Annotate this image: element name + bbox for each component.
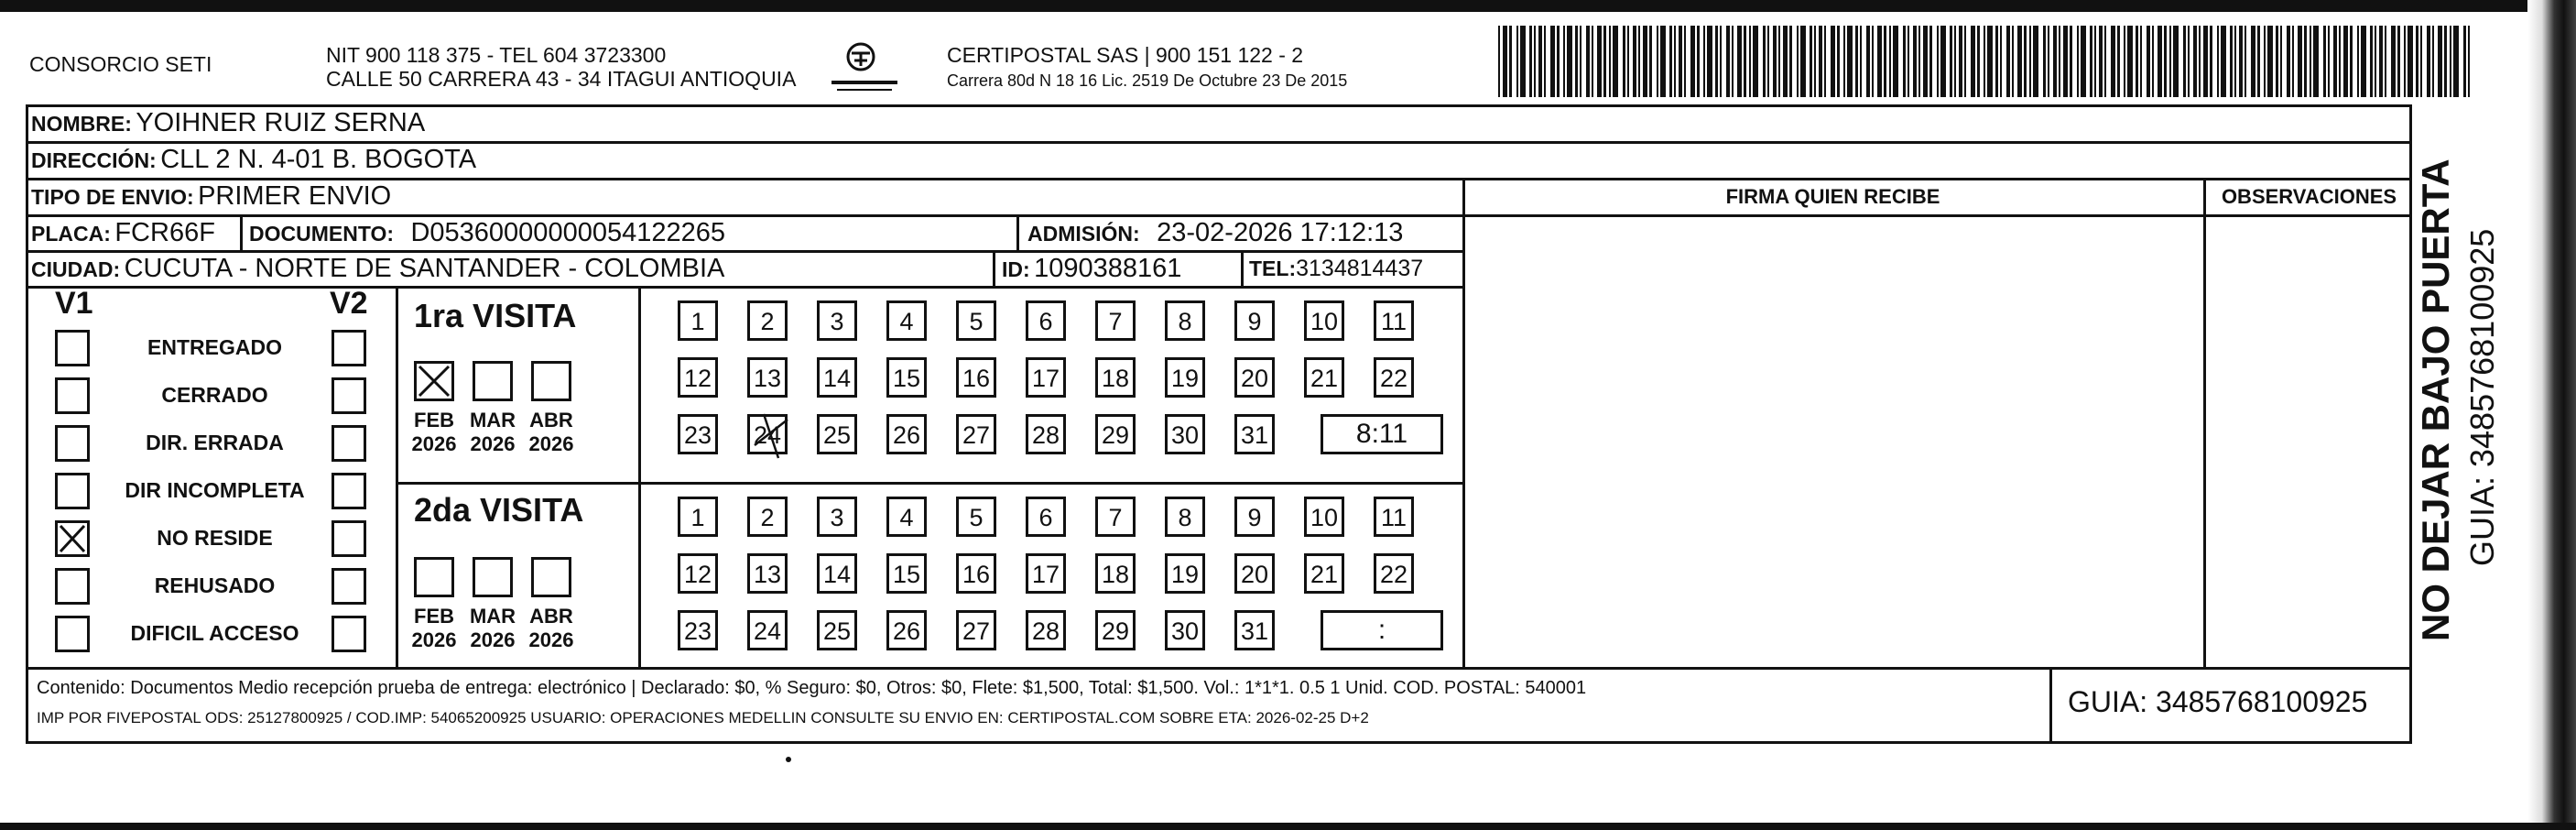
month-checkbox[interactable] <box>414 557 454 597</box>
tipo-label: TIPO DE ENVIO: <box>31 185 194 209</box>
day-box[interactable]: 24 <box>747 610 788 650</box>
month-checkbox[interactable] <box>531 557 571 597</box>
footer-divider-guia <box>2049 667 2052 744</box>
day-box[interactable]: 6 <box>1026 300 1066 341</box>
day-box[interactable]: 30 <box>1165 414 1205 454</box>
documento-value: D05360000000054122265 <box>410 218 725 247</box>
day-box[interactable]: 14 <box>817 553 857 594</box>
cell-divider <box>1016 214 1019 250</box>
day-box[interactable]: 17 <box>1026 357 1066 398</box>
day-box[interactable]: 23 <box>678 414 718 454</box>
visit1-title: 1ra VISITA <box>414 297 577 334</box>
day-box[interactable]: 23 <box>678 610 718 650</box>
month-name: ABR <box>529 605 573 628</box>
certipostal-logo <box>824 40 903 97</box>
side-guia: GUIA: 3485768100925 <box>2463 228 2501 566</box>
day-box[interactable]: 25 <box>817 610 857 650</box>
admision-cell <box>1027 216 1403 254</box>
day-box[interactable]: 31 <box>1234 610 1275 650</box>
ciudad-cell <box>31 252 724 289</box>
month-year: 2026 <box>411 432 457 455</box>
day-box[interactable]: 18 <box>1095 357 1136 398</box>
day-box[interactable]: 12 <box>678 357 718 398</box>
nombre-row <box>31 106 425 144</box>
v2-checkbox[interactable] <box>332 473 366 509</box>
direccion-row <box>31 143 476 180</box>
cell-divider <box>240 214 243 250</box>
day-box[interactable]: 29 <box>1095 610 1136 650</box>
v1-checkbox[interactable] <box>55 473 90 509</box>
month-year: 2026 <box>470 432 516 455</box>
tel-value: 3134814437 <box>1296 256 1424 281</box>
day-box[interactable]: 15 <box>886 553 927 594</box>
v1-label: V1 <box>55 286 93 321</box>
footer-imp: IMP POR FIVEPOSTAL ODS: 25127800925 / COD.IMP: 54065200925 USUARIO: OPERACIONES MEDELLIN CONSULTE SU ENVIO EN: CERTIPOSTAL.COM SOBRE ETA: 2026-02-25 D+2 <box>37 709 1369 726</box>
day-box[interactable]: 20 <box>1234 357 1275 398</box>
day-box[interactable]: 19 <box>1165 357 1205 398</box>
day-box[interactable]: 27 <box>956 610 996 650</box>
admision-label: ADMISIÓN: <box>1027 222 1140 246</box>
day-box[interactable]: 19 <box>1165 553 1205 594</box>
day-box[interactable]: 5 <box>956 300 996 341</box>
day-box[interactable]: 26 <box>886 414 927 454</box>
id-cell <box>1002 252 1181 289</box>
day-box[interactable]: 3 <box>817 300 857 341</box>
tipo-value: PRIMER ENVIO <box>198 181 392 211</box>
column-divider-observaciones <box>2203 178 2206 667</box>
day-box[interactable]: 9 <box>1234 300 1275 341</box>
status-option-label: DIFICIL ACCESO <box>130 621 299 645</box>
day-box[interactable]: 28 <box>1026 414 1066 454</box>
day-box[interactable]: 1 <box>678 300 718 341</box>
day-box[interactable]: 14 <box>817 357 857 398</box>
day-box[interactable]: 8 <box>1165 497 1205 537</box>
day-box[interactable]: 11 <box>1374 300 1414 341</box>
direccion-label: DIRECCIÓN: <box>31 148 157 172</box>
status-option-label: REHUSADO <box>154 573 276 597</box>
handwritten-mark-icon <box>751 409 793 460</box>
observaciones-header: OBSERVACIONES <box>2221 185 2397 208</box>
month-label <box>407 605 462 652</box>
company-name: CONSORCIO SETI <box>29 52 212 76</box>
tel-label: TEL: <box>1249 257 1297 280</box>
day-box[interactable]: 1 <box>678 497 718 537</box>
placa-value: FCR66F <box>114 218 215 247</box>
day-box[interactable]: 9 <box>1234 497 1275 537</box>
day-box[interactable]: 2 <box>747 497 788 537</box>
cell-divider <box>993 250 995 286</box>
month-label <box>465 409 520 456</box>
month-name: FEB <box>414 409 454 431</box>
top-scan-border <box>0 0 2576 12</box>
day-box[interactable]: 21 <box>1304 553 1344 594</box>
documento-cell <box>249 216 725 254</box>
day-box[interactable]: 29 <box>1095 414 1136 454</box>
day-box[interactable]: 12 <box>678 553 718 594</box>
visit-left-divider <box>396 286 398 667</box>
day-box[interactable]: 8 <box>1165 300 1205 341</box>
time-box[interactable]: 8:11 <box>1321 414 1443 454</box>
v2-checkbox[interactable] <box>332 568 366 605</box>
admision-value: 23-02-2026 17:12:13 <box>1157 218 1404 247</box>
right-scan-edge <box>2527 0 2576 830</box>
nombre-label: NOMBRE: <box>31 112 132 136</box>
id-value: 1090388161 <box>1034 254 1182 283</box>
cell-divider <box>1241 250 1244 286</box>
id-label: ID: <box>1002 257 1030 281</box>
day-box[interactable]: 22 <box>1374 553 1414 594</box>
month-name: MAR <box>469 605 516 628</box>
day-box[interactable]: 13 <box>747 553 788 594</box>
day-box[interactable]: 4 <box>886 497 927 537</box>
status-option-label: NO RESIDE <box>157 526 273 550</box>
v2-label: V2 <box>330 286 368 321</box>
day-box[interactable]: 15 <box>886 357 927 398</box>
day-box[interactable]: 21 <box>1304 357 1344 398</box>
status-option-label: ENTREGADO <box>147 335 282 359</box>
v1-checkbox[interactable] <box>55 568 90 605</box>
day-box[interactable]: 10 <box>1304 300 1344 341</box>
firma-header: FIRMA QUIEN RECIBE <box>1725 185 1940 208</box>
address-line: CALLE 50 CARRERA 43 - 34 ITAGUI ANTIOQUIA <box>326 67 797 91</box>
footer-guia: GUIA: 3485768100925 <box>2068 685 2368 718</box>
scan-speck <box>786 757 791 762</box>
day-box[interactable]: 22 <box>1374 357 1414 398</box>
month-checkbox[interactable] <box>473 361 513 401</box>
direccion-value: CLL 2 N. 4-01 B. BOGOTA <box>160 145 477 174</box>
day-box[interactable]: 11 <box>1374 497 1414 537</box>
ciudad-value: CUCUTA - NORTE DE SANTANDER - COLOMBIA <box>124 254 725 283</box>
month-checkbox[interactable] <box>531 361 571 401</box>
documento-label: DOCUMENTO: <box>249 222 395 246</box>
ciudad-label: CIUDAD: <box>31 257 121 281</box>
visit-days-divider <box>638 286 641 667</box>
v2-checkbox[interactable] <box>332 520 366 557</box>
day-box[interactable]: 16 <box>956 357 996 398</box>
day-box[interactable]: 25 <box>817 414 857 454</box>
placa-label: PLACA: <box>31 222 111 246</box>
column-divider-firma <box>1462 178 1465 667</box>
visit-separator <box>396 482 1463 485</box>
day-box[interactable]: 28 <box>1026 610 1066 650</box>
month-label <box>407 409 462 456</box>
month-label <box>524 605 579 652</box>
footer-divider <box>26 667 2412 670</box>
v1-checkbox[interactable] <box>55 330 90 366</box>
month-year: 2026 <box>528 628 574 651</box>
day-box[interactable]: 26 <box>886 610 927 650</box>
v2-checkbox[interactable] <box>332 425 366 462</box>
day-box[interactable]: 10 <box>1304 497 1344 537</box>
month-label <box>465 605 520 652</box>
bottom-scan-border <box>0 823 2576 830</box>
day-box[interactable]: 3 <box>817 497 857 537</box>
footer-contenido: Contenido: Documentos Medio recepción prueba de entrega: electrónico | Declarado: $0, % Seguro: $0, Otros: $0, Flete: $1,500, Total: $1,500. Vol.: 1*1*1. 0.5 1 Unid. COD. POSTAL: 540001 <box>37 678 1587 698</box>
day-mark <box>751 409 793 464</box>
placa-cell <box>31 216 215 254</box>
day-box[interactable]: 27 <box>956 414 996 454</box>
visit2-title: 2da VISITA <box>414 491 584 529</box>
day-box[interactable]: 20 <box>1234 553 1275 594</box>
v2-checkbox[interactable] <box>332 377 366 414</box>
check-x-icon <box>58 523 87 554</box>
month-year: 2026 <box>528 432 574 455</box>
v1-checkbox[interactable] <box>55 425 90 462</box>
nit-line: NIT 900 118 375 - TEL 604 3723300 <box>326 43 667 67</box>
month-name: FEB <box>414 605 454 628</box>
tipo-row <box>31 180 391 217</box>
day-box[interactable]: 4 <box>886 300 927 341</box>
month-label <box>524 409 579 456</box>
status-option-label: DIR. ERRADA <box>146 431 284 454</box>
barcode-icon <box>1498 26 2474 97</box>
day-box[interactable]: 6 <box>1026 497 1066 537</box>
nombre-value: YOIHNER RUIZ SERNA <box>136 108 426 137</box>
v1-checkbox[interactable] <box>55 616 90 652</box>
day-box[interactable]: 2 <box>747 300 788 341</box>
day-box[interactable]: 31 <box>1234 414 1275 454</box>
license-line: Carrera 80d N 18 16 Lic. 2519 De Octubre 23 De 2015 <box>947 71 1348 90</box>
day-box[interactable]: 24 <box>747 414 788 454</box>
month-name: ABR <box>529 409 573 431</box>
day-box[interactable]: 7 <box>1095 300 1136 341</box>
certipostal-line: CERTIPOSTAL SAS | 900 151 122 - 2 <box>947 43 1304 67</box>
month-year: 2026 <box>470 628 516 651</box>
no-dejar-bajo-puerta: NO DEJAR BAJO PUERTA <box>2414 158 2457 641</box>
v2-checkbox[interactable] <box>332 330 366 366</box>
month-name: MAR <box>469 409 516 431</box>
v1-checkbox[interactable] <box>55 520 90 557</box>
status-option-label: CERRADO <box>161 383 268 407</box>
month-checkbox[interactable] <box>414 361 454 401</box>
day-box[interactable]: 17 <box>1026 553 1066 594</box>
status-option-label: DIR INCOMPLETA <box>125 478 305 502</box>
month-checkbox[interactable] <box>473 557 513 597</box>
check-x-icon <box>417 364 451 399</box>
tel-cell <box>1249 252 1423 289</box>
time-box[interactable]: : <box>1321 610 1443 650</box>
day-box[interactable]: 18 <box>1095 553 1136 594</box>
v1-checkbox[interactable] <box>55 377 90 414</box>
day-box[interactable]: 7 <box>1095 497 1136 537</box>
day-box[interactable]: 13 <box>747 357 788 398</box>
v2-checkbox[interactable] <box>332 616 366 652</box>
day-box[interactable]: 16 <box>956 553 996 594</box>
day-box[interactable]: 5 <box>956 497 996 537</box>
month-year: 2026 <box>411 628 457 651</box>
day-box[interactable]: 30 <box>1165 610 1205 650</box>
